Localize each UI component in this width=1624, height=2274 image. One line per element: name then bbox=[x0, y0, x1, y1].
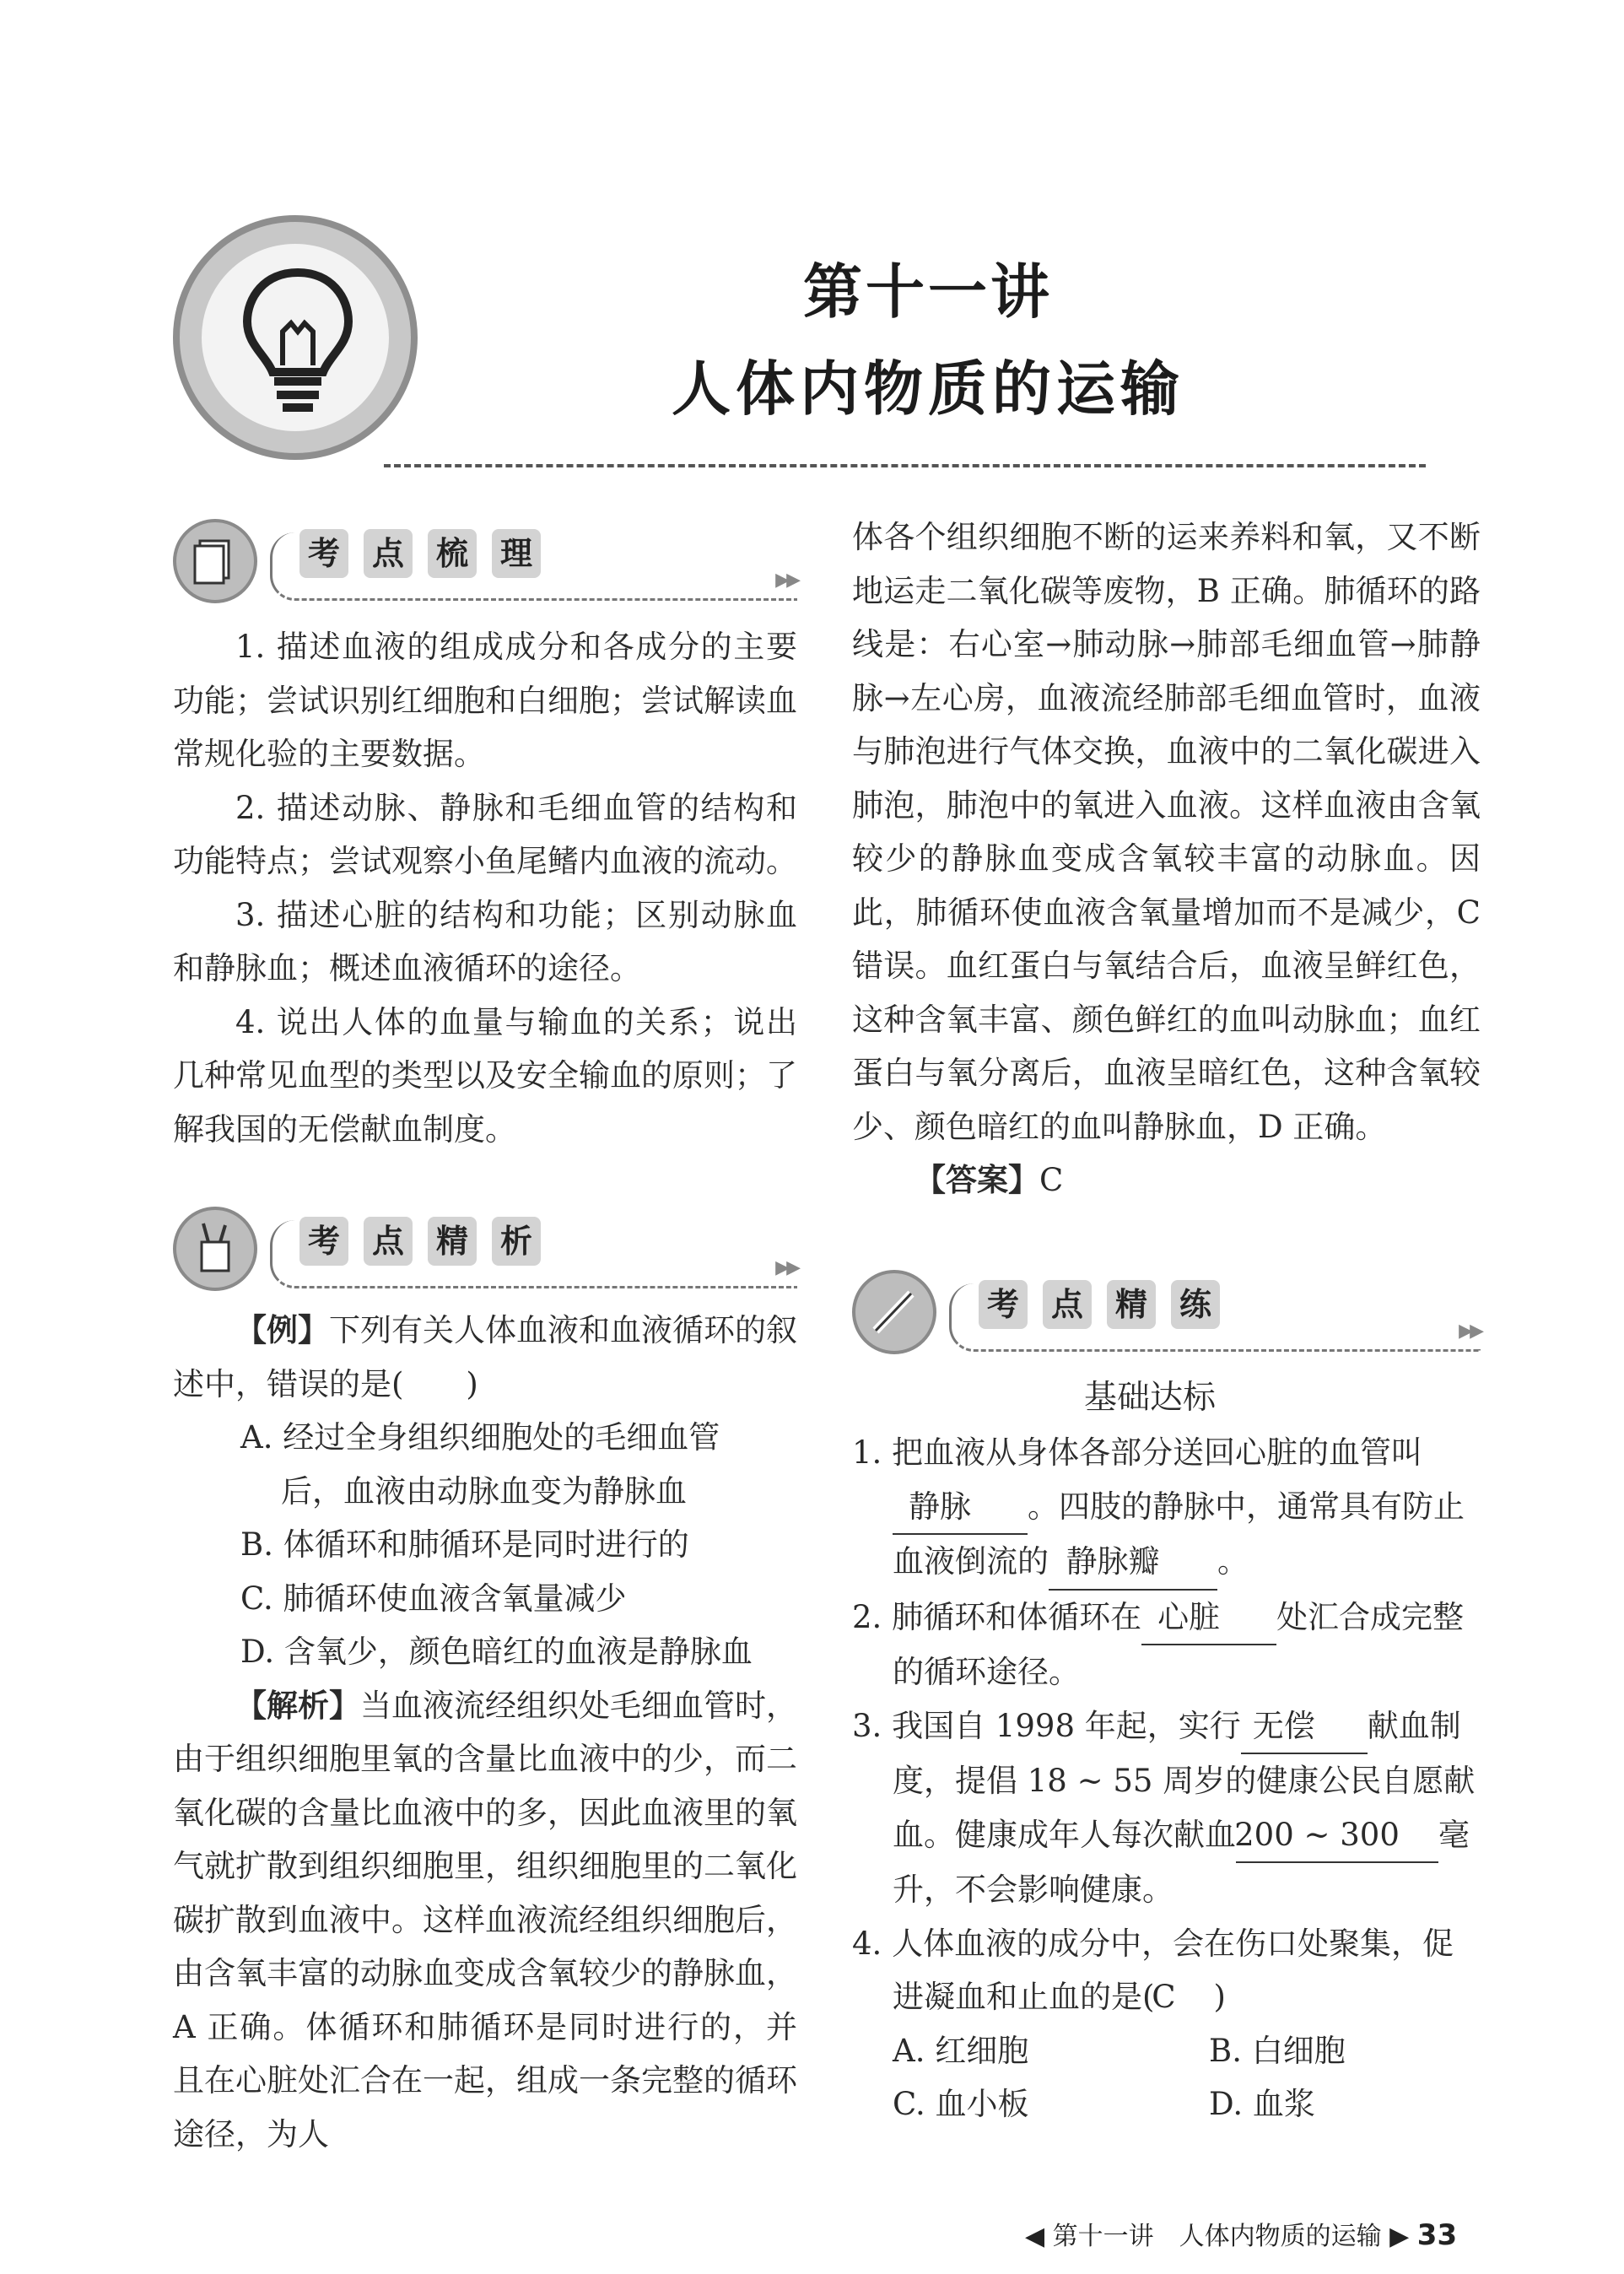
example-block bbox=[173, 1304, 797, 2161]
shuli-item: 4. 说出人体的血量与输血的关系；说出几种常见血型的类型以及安全输血的原则；了解我国的无偿献血制度。 bbox=[173, 1003, 797, 1148]
option-c: C. 肺循环使血液含氧量减少 bbox=[240, 1580, 627, 1617]
banner-char: 点 bbox=[364, 1217, 413, 1266]
header-divider bbox=[384, 464, 1426, 467]
double-arrow-icon: ▶▶ bbox=[1459, 1321, 1481, 1342]
answer-blank: 静脉 bbox=[893, 1480, 1028, 1536]
question-3: 3. 我国自 1998 年起，实行 无偿 献血制度，提倡 18 ~ 55 周岁的健康公民自愿献血。健康成年人每次献血200 ~ 300 毫升，不会影响健康。 bbox=[852, 1699, 1481, 1917]
banner-char: 析 bbox=[492, 1217, 541, 1266]
banner-char: 练 bbox=[1171, 1280, 1220, 1329]
lecture-icon bbox=[173, 215, 418, 460]
example-stem: 【例】下列有关人体血液和血液循环的叙述中，错误的是( ) bbox=[173, 1311, 797, 1402]
banner-char: 点 bbox=[364, 529, 413, 578]
prev-arrow-icon: ◀ bbox=[1025, 2222, 1045, 2251]
double-arrow-icon: ▶▶ bbox=[775, 1257, 797, 1278]
option-c: C. 血小板 bbox=[893, 2086, 1029, 2122]
analysis-text: 【解析】当血液流经组织处毛细血管时，由于组织细胞里氧的含量比血液中的少，而二氧化碳的含量比血液中的多，因此血液里的氧气就扩散到组织细胞里，组织细胞里的二氧化碳扩散到血液中。这样血液流经组织细胞后，由含氧丰富的动脉血变成含氧较少的静脉血，A 正确。体循环和肺循环是同时进行的，并且在心脏处汇合在一起，组成一条完整的循环途径，为人 bbox=[173, 1686, 797, 2152]
analysis-continued bbox=[852, 510, 1481, 1207]
footer-title: 第十一讲 人体内物质的运输 bbox=[1052, 2222, 1382, 2251]
banner-char: 精 bbox=[428, 1217, 477, 1266]
shuli-item: 2. 描述动脉、静脉和毛细血管的结构和功能特点；尝试观察小鱼尾鳍内血液的流动。 bbox=[173, 789, 797, 879]
banner-char: 考 bbox=[979, 1280, 1028, 1329]
shuli-content bbox=[173, 620, 797, 1156]
pen-holder-icon bbox=[173, 1207, 257, 1291]
answer-blank: 静脉瓣 bbox=[1049, 1535, 1217, 1591]
banner-char: 考 bbox=[299, 529, 348, 578]
banner-char: 考 bbox=[299, 1217, 348, 1266]
next-arrow-icon: ▶ bbox=[1389, 2222, 1410, 2251]
question-4-options-row bbox=[852, 2077, 1481, 2131]
option-d: D. 含氧少，颜色暗红的血液是静脉血 bbox=[240, 1634, 753, 1670]
question-2: 2. 肺循环和体循环在 心脏 处汇合成完整的循环途径。 bbox=[852, 1591, 1481, 1699]
answer: 【答案】C bbox=[915, 1161, 1064, 1198]
banner-char: 理 bbox=[492, 529, 541, 578]
light-bulb-icon bbox=[230, 264, 365, 416]
option-b: B. 体循环和肺循环是同时进行的 bbox=[240, 1526, 689, 1563]
question-4: 4. 人体血液的成分中，会在伤口处聚集，促进凝血和止血的是(C ) bbox=[852, 1917, 1481, 2024]
page-title: 人体内物质的运输 bbox=[672, 354, 1184, 424]
section-banner-shuli bbox=[173, 519, 797, 612]
page-footer bbox=[1025, 2215, 1457, 2252]
question-1: 1. 把血液从身体各部分送回心脏的血管叫静脉 。四肢的静脉中，通常具有防止血液倒流的 静脉瓣 。 bbox=[852, 1426, 1481, 1591]
book-icon bbox=[173, 519, 257, 603]
answer-blank: 心脏 bbox=[1141, 1591, 1276, 1646]
option-a: A. 经过全身组织细胞处的毛细血管 bbox=[240, 1419, 720, 1456]
answer-blank: 无偿 bbox=[1241, 1699, 1368, 1755]
banner-char: 精 bbox=[1107, 1280, 1156, 1329]
section-banner-jingxi bbox=[173, 1207, 797, 1299]
option-a-continued: 后，血液由动脉血变为静脉血 bbox=[281, 1472, 687, 1510]
page-number: 33 bbox=[1416, 2218, 1458, 2252]
banner-char: 梳 bbox=[428, 529, 477, 578]
analysis-text: 体各个组织细胞不断的运来养料和氧，又不断地运走二氧化碳等废物，B 正确。肺循环的路线是：右心室→肺动脉→肺部毛细血管→肺静脉→左心房，血液流经肺部毛细血管时，血液与肺泡进行气体交换，血液中的二氧化碳进入肺泡，肺泡中的氧进入血液。这样血液由含氧较少的静脉血变成含氧较丰富的动脉血。因此，肺循环使血液含氧量增加而不是减少，C 错误。血红蛋白与氧结合后，血液呈鲜红色，这种含氧丰富、颜色鲜红的血叫动脉血；血红蛋白与氧分离后，血液呈暗红色，这种含氧较少、颜色暗红的血叫静脉血，D 正确。 bbox=[852, 519, 1481, 1145]
question-4-options-row bbox=[852, 2024, 1481, 2078]
answer-blank: 200 ~ 300 bbox=[1236, 1808, 1438, 1864]
pencil-icon bbox=[852, 1270, 936, 1354]
choice-answer: C bbox=[1152, 1979, 1176, 2015]
option-b: B. 白细胞 bbox=[1209, 2032, 1346, 2069]
shuli-item: 1. 描述血液的组成成分和各成分的主要功能；尝试识别红细胞和白细胞；尝试解读血常规化验的主要数据。 bbox=[173, 629, 797, 772]
lecture-number: 第十一讲 bbox=[803, 257, 1053, 327]
practice-questions bbox=[852, 1426, 1481, 2131]
section-banner-jinglian bbox=[852, 1270, 1481, 1363]
banner-char: 点 bbox=[1043, 1280, 1092, 1329]
option-d: D. 血浆 bbox=[1209, 2086, 1315, 2122]
shuli-item: 3. 描述心脏的结构和功能；区别动脉血和静脉血；概述血液循环的途径。 bbox=[173, 896, 797, 986]
option-a: A. 红细胞 bbox=[893, 2032, 1029, 2069]
subsection-title: 基础达标 bbox=[1084, 1379, 1217, 1417]
double-arrow-icon: ▶▶ bbox=[775, 570, 797, 591]
